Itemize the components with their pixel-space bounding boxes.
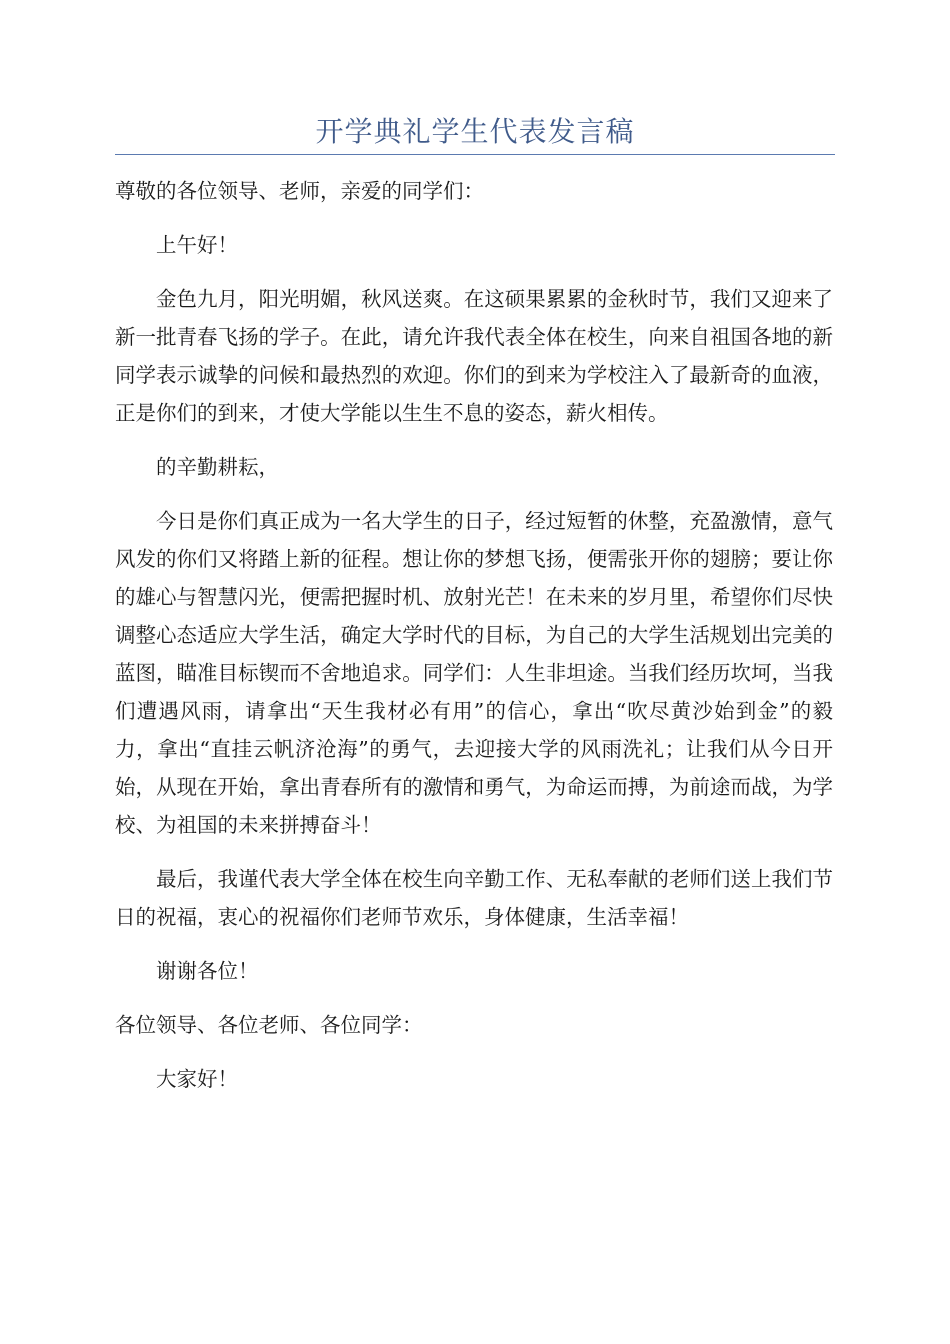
title-underline bbox=[115, 154, 835, 155]
paragraph-second-greeting: 大家好！ bbox=[156, 1067, 238, 1091]
document-title: 开学典礼学生代表发言稿 bbox=[315, 115, 635, 148]
paragraph-salutation: 尊敬的各位领导、老师，亲爱的同学们： bbox=[115, 179, 484, 203]
paragraph-welcome: 金色九月，阳光明媚，秋风送爽。在这硕果累累的金秋时节，我们又迎来了新一批青春飞扬的学子。在此，请允许我代表全体在校生，向来自祖国各地的新同学表示诚挚的问候和最热烈的欢迎。你们的到来为学校注入了最新奇的血液，正是你们的到来，才使大学能以生生不息的姿态，薪火相传。 bbox=[115, 287, 833, 425]
paragraph-closing-wishes: 最后，我谨代表大学全体在校生向辛勤工作、无私奉献的老师们送上我们节日的祝福，衷心的祝福你们老师节欢乐，身体健康，生活幸福！ bbox=[115, 867, 833, 929]
paragraph-encouragement: 今日是你们真正成为一名大学生的日子，经过短暂的休整，充盈激情，意气风发的你们又将踏上新的征程。想让你的梦想飞扬，便需张开你的翅膀；要让你的雄心与智慧闪光，便需把握时机、放射光芒！在未来的岁月里，希望你们尽快调整心态适应大学生活，确定大学时代的目标，为自己的大学生活规划出完美的蓝图，瞄准目标锲而不舍地追求。同学们：人生非坦途。当我们经历坎坷，当我们遭遇风雨，请拿出“天生我材必有用”的信心，拿出“吹尽黄沙始到金”的毅力，拿出“直挂云帆济沧海”的勇气，去迎接大学的风雨洗礼；让我们从今日开始，从现在开始，拿出青春所有的激情和勇气，为命运而搏，为前途而战，为学校、为祖国的未来拼搏奋斗！ bbox=[115, 509, 833, 837]
paragraph-thanks: 谢谢各位！ bbox=[156, 959, 259, 983]
paragraph-fragment: 的辛勤耕耘， bbox=[156, 455, 279, 479]
paragraph-second-salutation: 各位领导、各位老师、各位同学： bbox=[115, 1013, 423, 1037]
document-body bbox=[115, 172, 833, 1114]
paragraph-greeting: 上午好！ bbox=[156, 233, 238, 257]
